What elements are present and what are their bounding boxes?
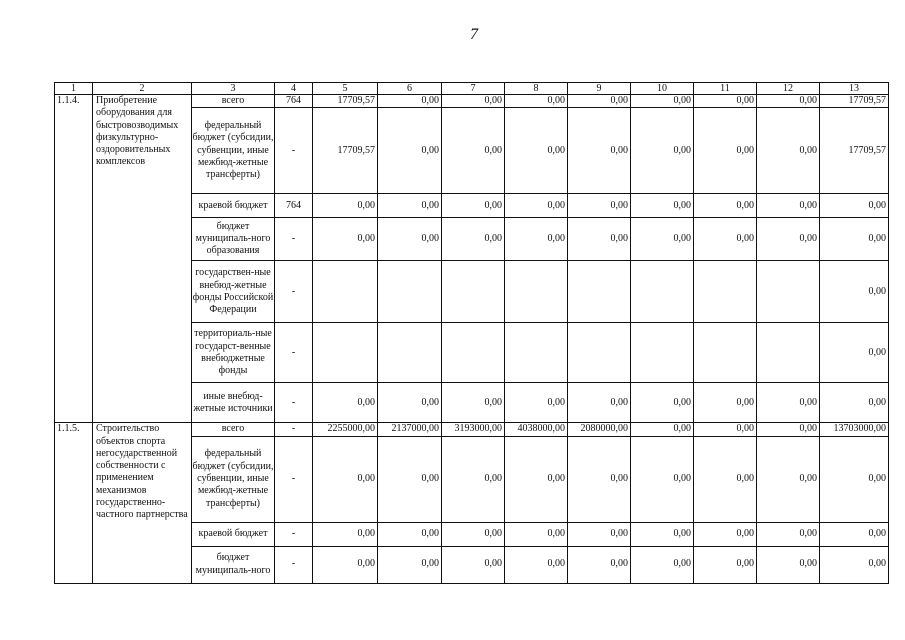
- column-header-8: 8: [505, 83, 568, 95]
- amount-cell: 0,00: [631, 108, 694, 194]
- budget-table: [54, 82, 889, 584]
- amount-cell: 0,00: [820, 194, 889, 218]
- funding-source: иные внебюд-жетные источники: [192, 383, 275, 423]
- column-header-13: 13: [820, 83, 889, 95]
- amount-cell: 0,00: [820, 383, 889, 423]
- funding-source: бюджет муниципаль-ного образования: [192, 218, 275, 261]
- amount-cell: [757, 323, 820, 383]
- amount-cell: 2137000,00: [378, 423, 442, 436]
- page-number: 7: [470, 26, 478, 43]
- amount-cell: 0,00: [505, 522, 568, 546]
- column-header-6: 6: [378, 83, 442, 95]
- amount-cell: 0,00: [568, 194, 631, 218]
- amount-cell: [631, 261, 694, 323]
- funding-source: краевой бюджет: [192, 194, 275, 218]
- amount-cell: [505, 323, 568, 383]
- item-name: Приобретение оборудования для быстровозводимых физкультурно-оздоровительных комплексов: [93, 95, 192, 423]
- funding-source: всего: [192, 423, 275, 436]
- amount-cell: 0,00: [631, 218, 694, 261]
- amount-cell: 0,00: [313, 383, 378, 423]
- amount-cell: 0,00: [757, 218, 820, 261]
- amount-cell: 0,00: [757, 546, 820, 583]
- amount-cell: 0,00: [505, 546, 568, 583]
- amount-cell: 0,00: [313, 522, 378, 546]
- column-header-7: 7: [442, 83, 505, 95]
- amount-cell: 0,00: [568, 218, 631, 261]
- amount-cell: 0,00: [820, 261, 889, 323]
- amount-cell: 0,00: [568, 436, 631, 522]
- col4-value: 764: [275, 95, 313, 108]
- column-number-header-row: [55, 83, 889, 95]
- amount-cell: 0,00: [694, 522, 757, 546]
- amount-cell: 0,00: [694, 108, 757, 194]
- amount-cell: 17709,57: [820, 95, 889, 108]
- amount-cell: 0,00: [568, 546, 631, 583]
- amount-cell: [568, 261, 631, 323]
- amount-cell: [757, 261, 820, 323]
- amount-cell: 17709,57: [313, 108, 378, 194]
- funding-source: краевой бюджет: [192, 522, 275, 546]
- funding-source: государствен-ные внебюд-жетные фонды Российской Федерации: [192, 261, 275, 323]
- col4-value: -: [275, 423, 313, 436]
- amount-cell: 0,00: [442, 108, 505, 194]
- amount-cell: 0,00: [694, 546, 757, 583]
- col4-value: -: [275, 218, 313, 261]
- item-code: 1.1.4.: [55, 95, 93, 423]
- amount-cell: 0,00: [378, 436, 442, 522]
- amount-cell: 0,00: [694, 218, 757, 261]
- amount-cell: 0,00: [631, 423, 694, 436]
- amount-cell: 0,00: [378, 383, 442, 423]
- item-name: Строительство объектов спорта негосударственной собственности с применением механизмов государственно-частного партнерства: [93, 423, 192, 583]
- amount-cell: [694, 323, 757, 383]
- col4-value: -: [275, 383, 313, 423]
- amount-cell: 0,00: [820, 323, 889, 383]
- amount-cell: 0,00: [313, 436, 378, 522]
- funding-source: федеральный бюджет (субсидии, субвенции, иные межбюд-жетные трансферты): [192, 436, 275, 522]
- amount-cell: 0,00: [631, 546, 694, 583]
- amount-cell: 0,00: [694, 194, 757, 218]
- column-header-10: 10: [631, 83, 694, 95]
- amount-cell: 0,00: [757, 522, 820, 546]
- amount-cell: 0,00: [442, 546, 505, 583]
- amount-cell: 0,00: [378, 95, 442, 108]
- amount-cell: 0,00: [378, 218, 442, 261]
- funding-source: федеральный бюджет (субсидии, субвенции, иные межбюд-жетные трансферты): [192, 108, 275, 194]
- amount-cell: [694, 261, 757, 323]
- amount-cell: 0,00: [378, 522, 442, 546]
- amount-cell: 0,00: [757, 423, 820, 436]
- table-row: [55, 423, 889, 436]
- col4-value: -: [275, 323, 313, 383]
- amount-cell: 0,00: [568, 95, 631, 108]
- col4-value: -: [275, 546, 313, 583]
- column-header-5: 5: [313, 83, 378, 95]
- amount-cell: 0,00: [631, 436, 694, 522]
- amount-cell: 0,00: [820, 546, 889, 583]
- funding-source: территориаль-ные государст-венные внебюджетные фонды: [192, 323, 275, 383]
- amount-cell: 13703000,00: [820, 423, 889, 436]
- amount-cell: 0,00: [442, 383, 505, 423]
- amount-cell: 17709,57: [313, 95, 378, 108]
- funding-source: бюджет муниципаль-ного: [192, 546, 275, 583]
- amount-cell: 0,00: [820, 522, 889, 546]
- column-header-3: 3: [192, 83, 275, 95]
- amount-cell: [442, 261, 505, 323]
- col4-value: -: [275, 436, 313, 522]
- column-header-2: 2: [93, 83, 192, 95]
- amount-cell: 2255000,00: [313, 423, 378, 436]
- amount-cell: [378, 261, 442, 323]
- amount-cell: 0,00: [442, 194, 505, 218]
- amount-cell: 0,00: [694, 436, 757, 522]
- column-header-4: 4: [275, 83, 313, 95]
- column-header-1: 1: [55, 83, 93, 95]
- amount-cell: 0,00: [505, 436, 568, 522]
- col4-value: -: [275, 108, 313, 194]
- amount-cell: 0,00: [757, 194, 820, 218]
- amount-cell: 4038000,00: [505, 423, 568, 436]
- amount-cell: 0,00: [505, 383, 568, 423]
- col4-value: 764: [275, 194, 313, 218]
- amount-cell: 3193000,00: [442, 423, 505, 436]
- amount-cell: 0,00: [568, 383, 631, 423]
- amount-cell: 0,00: [505, 108, 568, 194]
- amount-cell: [505, 261, 568, 323]
- amount-cell: 0,00: [505, 218, 568, 261]
- amount-cell: 0,00: [568, 108, 631, 194]
- amount-cell: 0,00: [442, 95, 505, 108]
- amount-cell: [378, 323, 442, 383]
- amount-cell: 0,00: [378, 194, 442, 218]
- amount-cell: 0,00: [378, 546, 442, 583]
- amount-cell: [442, 323, 505, 383]
- amount-cell: 0,00: [505, 194, 568, 218]
- amount-cell: 2080000,00: [568, 423, 631, 436]
- amount-cell: 0,00: [442, 522, 505, 546]
- amount-cell: 0,00: [694, 423, 757, 436]
- amount-cell: 0,00: [378, 108, 442, 194]
- column-header-11: 11: [694, 83, 757, 95]
- item-code: 1.1.5.: [55, 423, 93, 583]
- amount-cell: 0,00: [694, 383, 757, 423]
- amount-cell: 0,00: [313, 546, 378, 583]
- funding-source: всего: [192, 95, 275, 108]
- amount-cell: 0,00: [631, 95, 694, 108]
- amount-cell: [313, 261, 378, 323]
- amount-cell: 0,00: [313, 218, 378, 261]
- amount-cell: 0,00: [757, 383, 820, 423]
- amount-cell: 0,00: [820, 218, 889, 261]
- amount-cell: 0,00: [313, 194, 378, 218]
- amount-cell: 0,00: [757, 436, 820, 522]
- amount-cell: 0,00: [631, 522, 694, 546]
- amount-cell: 0,00: [631, 194, 694, 218]
- column-header-9: 9: [568, 83, 631, 95]
- column-header-12: 12: [757, 83, 820, 95]
- amount-cell: 0,00: [757, 108, 820, 194]
- amount-cell: [631, 323, 694, 383]
- amount-cell: 0,00: [505, 95, 568, 108]
- amount-cell: 0,00: [442, 436, 505, 522]
- amount-cell: 0,00: [631, 383, 694, 423]
- col4-value: -: [275, 261, 313, 323]
- amount-cell: 0,00: [694, 95, 757, 108]
- amount-cell: 0,00: [442, 218, 505, 261]
- amount-cell: 17709,57: [820, 108, 889, 194]
- amount-cell: 0,00: [820, 436, 889, 522]
- amount-cell: [313, 323, 378, 383]
- table-row: [55, 95, 889, 108]
- amount-cell: [568, 323, 631, 383]
- amount-cell: 0,00: [757, 95, 820, 108]
- col4-value: -: [275, 522, 313, 546]
- amount-cell: 0,00: [568, 522, 631, 546]
